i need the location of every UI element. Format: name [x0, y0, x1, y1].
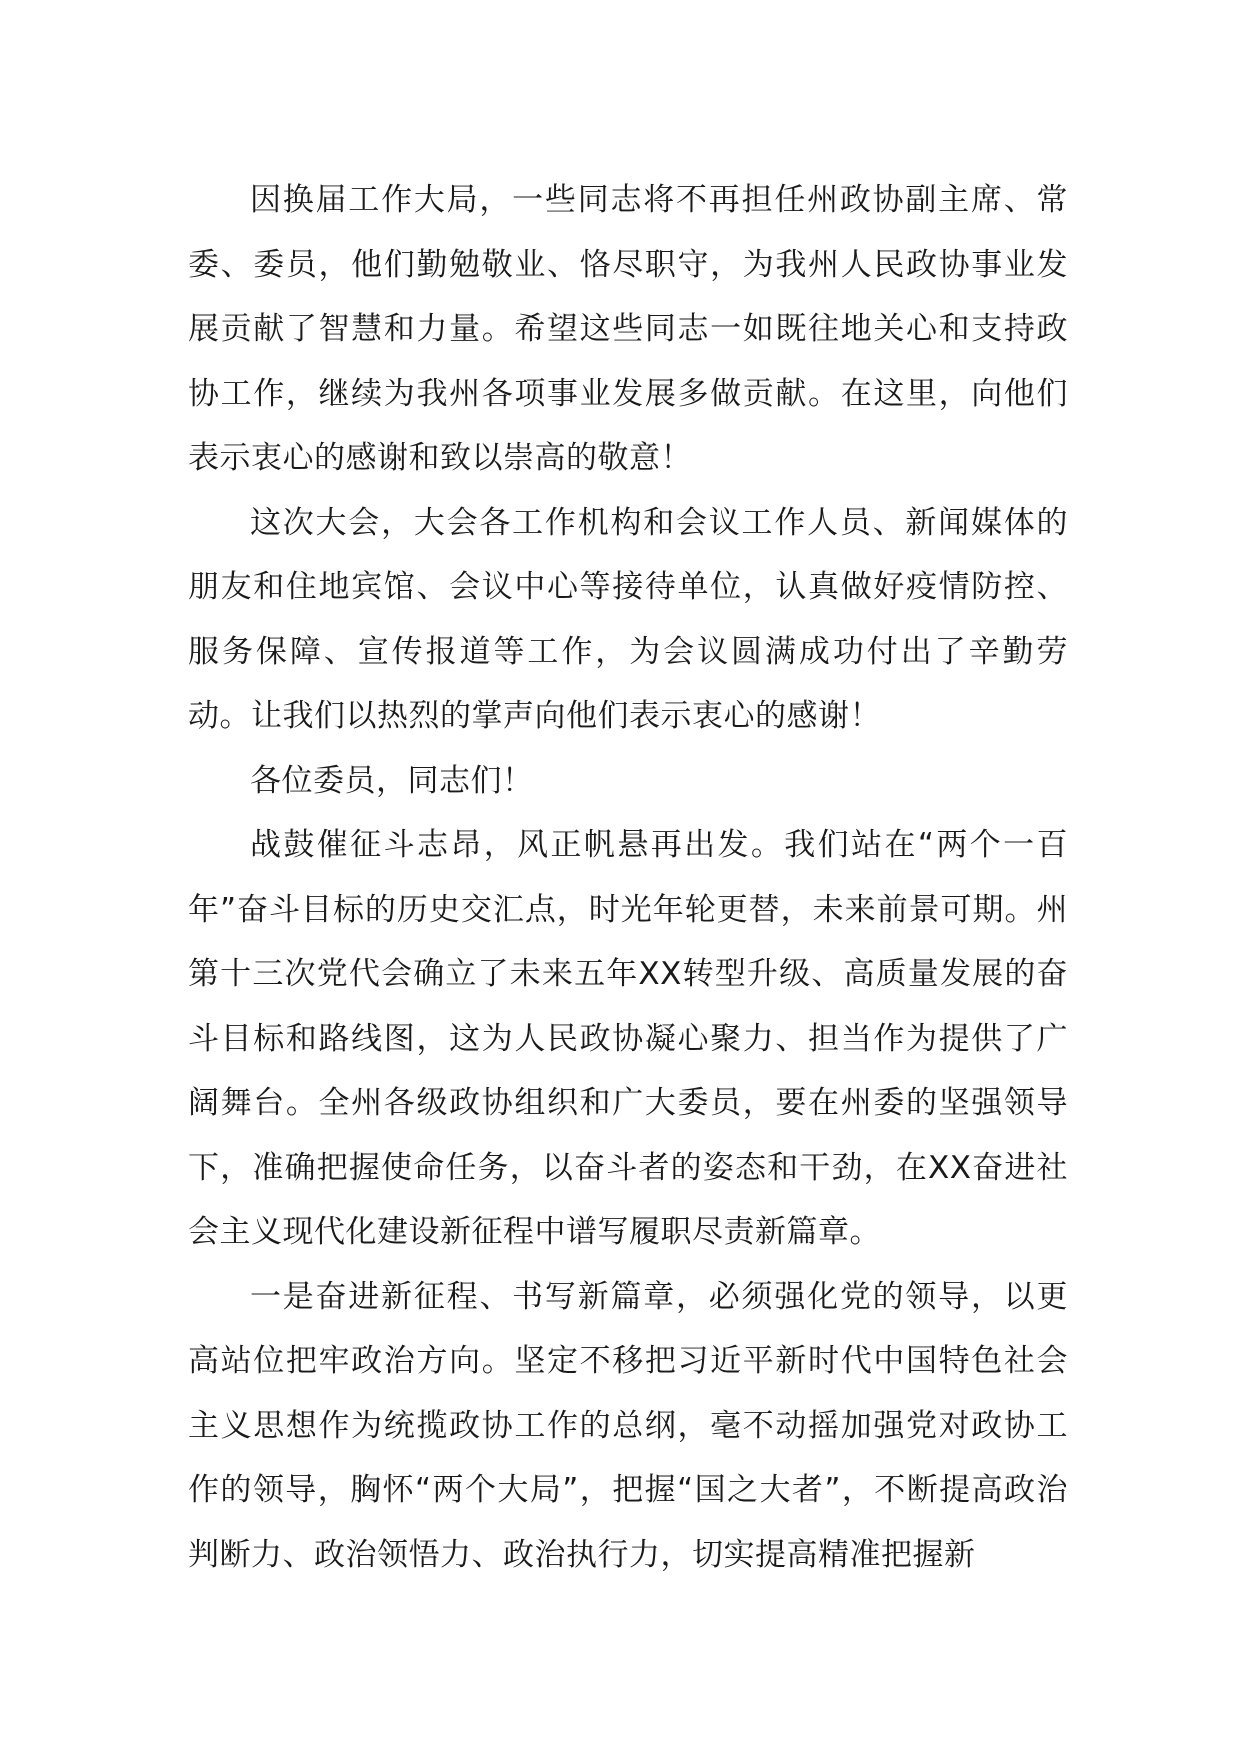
document-body [188, 168, 1068, 1587]
paragraph-salutation: 各位委员，同志们！ [250, 762, 534, 799]
paragraph-staff-thanks: 这次大会，大会各工作机构和会议工作人员、新闻媒体的朋友和住地宾馆、会议中心等接待单位，认真做好疫情防控、服务保障、宣传报道等工作，为会议圆满成功付出了辛勤劳动。让我们以热烈的掌声向他们表示衷心的感谢！ [188, 504, 1068, 734]
paragraph-farewell-thanks: 因换届工作大局，一些同志将不再担任州政协副主席、常委、委员，他们勤勉敬业、恪尽职守，为我州人民政协事业发展贡献了智慧和力量。希望这些同志一如既往地关心和支持政协工作，继续为我州各项事业发展多做贡献。在这里，向他们表示衷心的感谢和致以崇高的敬意！ [188, 182, 1068, 476]
paragraph-point-one: 一是奋进新征程、书写新篇章，必须强化党的领导，以更高站位把牢政治方向。坚定不移把习近平新时代中国特色社会主义思想作为统揽政协工作的总纲，毫不动摇加强党对政协工作的领导，胸怀“两个大局”，把握“国之大者”，不断提高政治判断力、政治领悟力、政治执行力，切实提高精准把握新 [188, 1278, 1068, 1573]
paragraph-new-journey: 战鼓催征斗志昂，风正帆悬再出发。我们站在“两个一百年”奋斗目标的历史交汇点，时光年轮更替，未来前景可期。州第十三次党代会确立了未来五年XX转型升级、高质量发展的奋斗目标和路线图，这为人民政协凝心聚力、担当作为提供了广阔舞台。全州各级政协组织和广大委员，要在州委的坚强领导下，准确把握使命任务，以奋斗者的姿态和干劲，在XX奋进社会主义现代化建设新征程中谱写履职尽责新篇章。 [188, 827, 1068, 1250]
